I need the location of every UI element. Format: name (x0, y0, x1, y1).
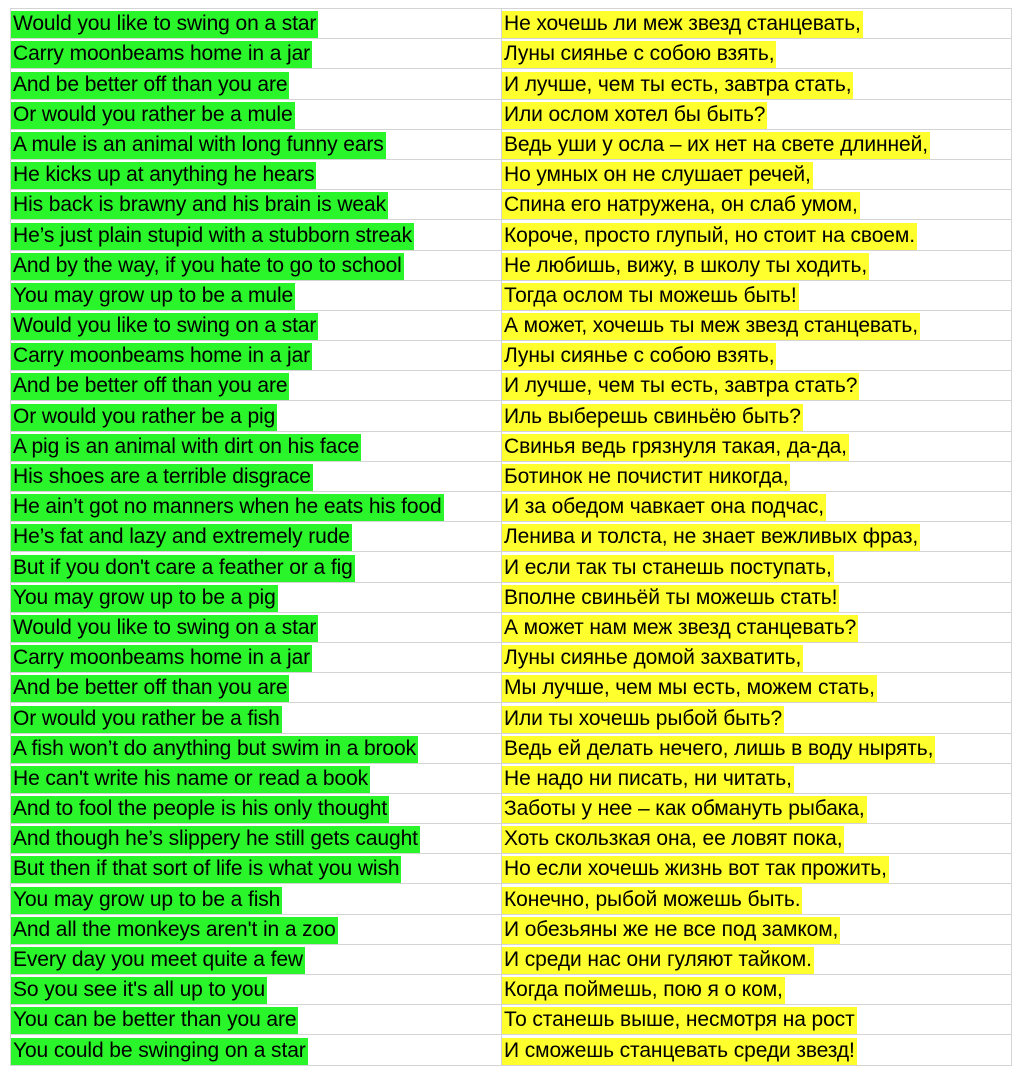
russian-lyric-text: И за обедом чавкает она подчас, (502, 494, 826, 521)
english-lyric-cell[interactable] (11, 1035, 502, 1065)
russian-lyric-cell[interactable] (502, 69, 1012, 99)
russian-lyric-text: Мы лучше, чем мы есть, можем стать, (502, 675, 877, 702)
english-lyric-text: And be better off than you are (11, 373, 289, 400)
english-lyric-cell[interactable] (11, 371, 502, 401)
russian-lyric-text: Ленива и толста, не знает вежливых фраз, (502, 524, 920, 551)
english-lyric-text: Would you like to swing on a star (11, 11, 318, 38)
russian-lyric-text: Но умных он не слушает речей, (502, 162, 813, 189)
english-lyric-text: But if you don't care a feather or a fig (11, 555, 355, 582)
table-row (11, 9, 1012, 39)
russian-lyric-cell[interactable] (502, 310, 1012, 340)
table-row (11, 341, 1012, 371)
russian-lyric-text: Не надо ни писать, ни читать, (502, 766, 794, 793)
english-lyric-text: He kicks up at anything he hears (11, 162, 316, 189)
english-lyric-cell[interactable] (11, 944, 502, 974)
russian-lyric-cell[interactable] (502, 39, 1012, 69)
russian-lyric-text: То станешь выше, несмотря на рост (502, 1007, 857, 1034)
english-lyric-cell[interactable] (11, 69, 502, 99)
english-lyric-cell[interactable] (11, 280, 502, 310)
russian-lyric-text: Не любишь, вижу, в школу ты ходить, (502, 253, 869, 280)
russian-lyric-cell[interactable] (502, 854, 1012, 884)
english-lyric-text: And be better off than you are (11, 675, 289, 702)
russian-lyric-text: Вполне свиньёй ты можешь стать! (502, 585, 839, 612)
english-lyric-text: He’s just plain stupid with a stubborn streak (11, 223, 414, 250)
english-lyric-cell[interactable] (11, 703, 502, 733)
english-lyric-text: And though he’s slippery he still gets caught (11, 826, 420, 853)
russian-lyric-cell[interactable] (502, 220, 1012, 250)
table-row (11, 99, 1012, 129)
russian-lyric-cell[interactable] (502, 763, 1012, 793)
russian-lyric-text: А может нам меж звезд станцевать? (502, 615, 858, 642)
russian-lyric-text: И среди нас они гуляют тайком. (502, 947, 814, 974)
russian-lyric-cell[interactable] (502, 642, 1012, 672)
russian-lyric-text: И если так ты станешь поступать, (502, 555, 834, 582)
russian-lyric-text: Заботы у нее – как обмануть рыбака, (502, 796, 867, 823)
table-row (11, 39, 1012, 69)
english-lyric-text: Every day you meet quite a few (11, 947, 305, 974)
table-row (11, 642, 1012, 672)
english-lyric-cell[interactable] (11, 9, 502, 39)
english-lyric-cell[interactable] (11, 642, 502, 672)
russian-lyric-cell[interactable] (502, 492, 1012, 522)
english-lyric-cell[interactable] (11, 975, 502, 1005)
english-lyric-cell[interactable] (11, 733, 502, 763)
english-lyric-cell[interactable] (11, 582, 502, 612)
table-row (11, 371, 1012, 401)
russian-lyric-text: Хоть скользкая она, ее ловят пока, (502, 826, 844, 853)
russian-lyric-text: Ведь уши у осла – их нет на свете длинней, (502, 132, 930, 159)
english-lyric-text: You may grow up to be a fish (11, 887, 282, 914)
russian-lyric-text: Луны сиянье с собою взять, (502, 343, 776, 370)
russian-lyric-text: Но если хочешь жизнь вот так прожить, (502, 856, 889, 883)
english-lyric-text: Carry moonbeams home in a jar (11, 645, 312, 672)
english-lyric-text: Would you like to swing on a star (11, 615, 318, 642)
russian-lyric-cell[interactable] (502, 824, 1012, 854)
russian-lyric-cell[interactable] (502, 129, 1012, 159)
russian-lyric-cell[interactable] (502, 159, 1012, 189)
english-lyric-cell[interactable] (11, 522, 502, 552)
english-lyric-text: Carry moonbeams home in a jar (11, 343, 312, 370)
table-row (11, 582, 1012, 612)
english-lyric-cell[interactable] (11, 159, 502, 189)
russian-lyric-cell[interactable] (502, 552, 1012, 582)
russian-lyric-text: Не хочешь ли меж звезд станцевать, (502, 11, 863, 38)
russian-lyric-cell[interactable] (502, 371, 1012, 401)
russian-lyric-cell[interactable] (502, 431, 1012, 461)
russian-lyric-text: Луны сиянье домой захватить, (502, 645, 803, 672)
russian-lyric-cell[interactable] (502, 341, 1012, 371)
english-lyric-cell[interactable] (11, 793, 502, 823)
english-lyric-cell[interactable] (11, 129, 502, 159)
english-lyric-cell[interactable] (11, 310, 502, 340)
english-lyric-text: And be better off than you are (11, 72, 289, 99)
english-lyric-cell[interactable] (11, 190, 502, 220)
table-row (11, 1035, 1012, 1065)
russian-lyric-text: Иль выберешь свиньёю быть? (502, 404, 803, 431)
english-lyric-cell[interactable] (11, 763, 502, 793)
russian-lyric-text: Когда поймешь, пою я о ком, (502, 977, 785, 1004)
table-row (11, 944, 1012, 974)
table-row (11, 884, 1012, 914)
english-lyric-text: And to fool the people is his only thought (11, 796, 389, 823)
russian-lyric-cell[interactable] (502, 884, 1012, 914)
table-row (11, 522, 1012, 552)
table-row (11, 431, 1012, 461)
english-lyric-cell[interactable] (11, 854, 502, 884)
table-row (11, 733, 1012, 763)
russian-lyric-text: Конечно, рыбой можешь быть. (502, 887, 802, 914)
table-row (11, 552, 1012, 582)
english-lyric-text: Or would you rather be a pig (11, 404, 277, 431)
english-lyric-text: A pig is an animal with dirt on his face (11, 434, 361, 461)
russian-lyric-text: Короче, просто глупый, но стоит на своем. (502, 223, 917, 250)
russian-lyric-text: А может, хочешь ты меж звезд станцевать, (502, 313, 920, 340)
russian-lyric-text: Луны сиянье с собою взять, (502, 41, 776, 68)
english-lyric-cell[interactable] (11, 461, 502, 491)
russian-lyric-cell[interactable] (502, 9, 1012, 39)
russian-lyric-cell[interactable] (502, 944, 1012, 974)
table-row (11, 824, 1012, 854)
russian-lyric-cell[interactable] (502, 733, 1012, 763)
english-lyric-text: Carry moonbeams home in a jar (11, 41, 312, 68)
table-row (11, 673, 1012, 703)
english-lyric-text: Or would you rather be a mule (11, 102, 295, 129)
russian-lyric-cell[interactable] (502, 975, 1012, 1005)
russian-lyric-cell[interactable] (502, 99, 1012, 129)
table-row (11, 975, 1012, 1005)
english-lyric-cell[interactable] (11, 341, 502, 371)
english-lyric-text: He ain’t got no manners when he eats his food (11, 494, 444, 521)
russian-lyric-cell[interactable] (502, 522, 1012, 552)
russian-lyric-cell[interactable] (502, 582, 1012, 612)
english-lyric-cell[interactable] (11, 99, 502, 129)
table-row (11, 129, 1012, 159)
english-lyric-text: A mule is an animal with long funny ears (11, 132, 386, 159)
english-lyric-cell[interactable] (11, 492, 502, 522)
russian-lyric-cell[interactable] (502, 673, 1012, 703)
table-row (11, 763, 1012, 793)
table-row (11, 793, 1012, 823)
english-lyric-text: He’s fat and lazy and extremely rude (11, 524, 352, 551)
table-row (11, 401, 1012, 431)
table-row (11, 220, 1012, 250)
english-lyric-text: A fish won’t do anything but swim in a brook (11, 736, 418, 763)
english-lyric-text: His shoes are a terrible disgrace (11, 464, 313, 491)
english-lyric-cell[interactable] (11, 431, 502, 461)
table-row (11, 461, 1012, 491)
russian-lyric-text: Ботинок не почистит никогда, (502, 464, 790, 491)
english-lyric-cell[interactable] (11, 884, 502, 914)
english-lyric-text: So you see it's all up to you (11, 977, 267, 1004)
english-lyric-text: His back is brawny and his brain is weak (11, 192, 388, 219)
english-lyric-cell[interactable] (11, 673, 502, 703)
table-row (11, 854, 1012, 884)
english-lyric-text: Would you like to swing on a star (11, 313, 318, 340)
english-lyric-text: And all the monkeys aren't in a zoo (11, 917, 338, 944)
russian-lyric-cell[interactable] (502, 190, 1012, 220)
english-lyric-text: You may grow up to be a mule (11, 283, 295, 310)
russian-lyric-cell[interactable] (502, 250, 1012, 280)
russian-lyric-cell[interactable] (502, 401, 1012, 431)
russian-lyric-text: И лучше, чем ты есть, завтра стать, (502, 72, 853, 99)
russian-lyric-text: И обезьяны же не все под замком, (502, 917, 840, 944)
russian-lyric-text: И сможешь станцевать среди звезд! (502, 1038, 857, 1065)
table-row (11, 159, 1012, 189)
russian-lyric-cell[interactable] (502, 703, 1012, 733)
english-lyric-cell[interactable] (11, 39, 502, 69)
english-lyric-cell[interactable] (11, 250, 502, 280)
lyrics-table (10, 8, 1012, 1066)
table-row (11, 612, 1012, 642)
english-lyric-text: He can't write his name or read a book (11, 766, 370, 793)
english-lyric-cell[interactable] (11, 824, 502, 854)
english-lyric-cell[interactable] (11, 220, 502, 250)
english-lyric-text: But then if that sort of life is what you wish (11, 856, 401, 883)
english-lyric-text: Or would you rather be a fish (11, 706, 282, 733)
table-row (11, 280, 1012, 310)
russian-lyric-cell[interactable] (502, 461, 1012, 491)
table-row (11, 190, 1012, 220)
table-row (11, 310, 1012, 340)
english-lyric-text: You may grow up to be a pig (11, 585, 278, 612)
russian-lyric-cell[interactable] (502, 793, 1012, 823)
english-lyric-cell[interactable] (11, 914, 502, 944)
russian-lyric-text: Тогда ослом ты можешь быть! (502, 283, 799, 310)
english-lyric-text: You could be swinging on a star (11, 1038, 308, 1065)
russian-lyric-cell[interactable] (502, 914, 1012, 944)
russian-lyric-text: Свинья ведь грязнуля такая, да-да, (502, 434, 849, 461)
russian-lyric-cell[interactable] (502, 280, 1012, 310)
table-row (11, 703, 1012, 733)
table-row (11, 492, 1012, 522)
english-lyric-cell[interactable] (11, 612, 502, 642)
russian-lyric-text: Ведь ей делать нечего, лишь в воду нырять, (502, 736, 935, 763)
table-row (11, 1005, 1012, 1035)
english-lyric-cell[interactable] (11, 1005, 502, 1035)
english-lyric-cell[interactable] (11, 401, 502, 431)
english-lyric-cell[interactable] (11, 552, 502, 582)
russian-lyric-text: И лучше, чем ты есть, завтра стать? (502, 373, 859, 400)
russian-lyric-cell[interactable] (502, 612, 1012, 642)
table-row (11, 69, 1012, 99)
russian-lyric-text: Или ты хочешь рыбой быть? (502, 706, 784, 733)
table-row (11, 250, 1012, 280)
russian-lyric-cell[interactable] (502, 1035, 1012, 1065)
table-row (11, 914, 1012, 944)
russian-lyric-text: Спина его натружена, он слаб умом, (502, 192, 860, 219)
english-lyric-text: You can be better than you are (11, 1007, 298, 1034)
russian-lyric-text: Или ослом хотел бы быть? (502, 102, 767, 129)
english-lyric-text: And by the way, if you hate to go to school (11, 253, 404, 280)
lyrics-table-body (11, 9, 1012, 1066)
russian-lyric-cell[interactable] (502, 1005, 1012, 1035)
